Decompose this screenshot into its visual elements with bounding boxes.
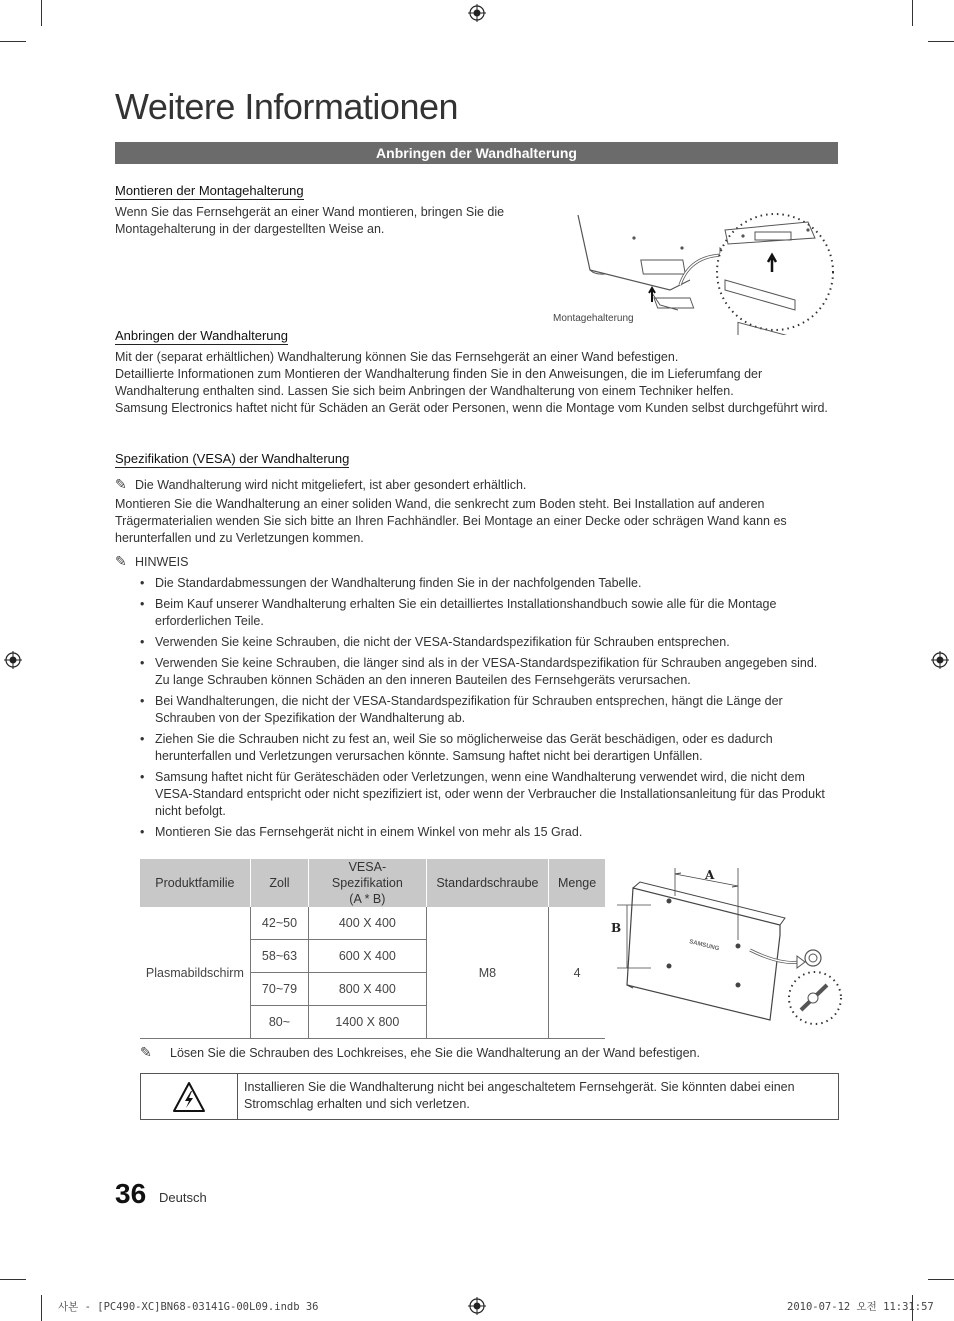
table-cell-zoll: 80~ [250,1006,308,1039]
table-cell-vesa: 1400 X 800 [309,1006,426,1039]
table-header-row [140,859,605,907]
crop-mark [0,41,26,42]
table-cell-vesa: 400 X 400 [309,907,426,940]
warning-icon-cell [141,1074,238,1119]
warning-box [140,1073,839,1120]
page-title: Weitere Informationen [115,86,459,127]
hinweis-list [140,575,825,845]
table-cell-screw: M8 [426,907,549,1039]
diagram-label-a: A [705,868,715,882]
table-cell-quantity: 4 [549,907,605,1039]
crop-mark [41,1295,42,1321]
figure-label-montagehalterung: Montagehalterung [553,313,634,324]
note-pencil-icon: ✎ [115,476,127,492]
wall-text [115,349,830,417]
list-item: • Samsung haftet nicht für Geräteschäden oder Verletzungen, wenn eine Wandhalterung verwendet wird, die nicht dem VESA-Standard entspricht oder nicht spezifiziert ist, oder wenn der Verbraucher die Installationsanleitung für das Produkt nicht befolgt. [140,769,825,820]
wall-paragraph: Mit der (separat erhältlichen) Wandhalterung können Sie das Fernsehgerät an einer Wand befestigen. [115,350,679,364]
after-table-note: ✎ Lösen Sie die Schrauben des Lochkreises, ehe Sie die Wandhalterung an der Wand befestigen. [140,1044,700,1060]
crop-mark [928,1279,954,1280]
list-item: • Montieren Sie das Fernsehgerät nicht in einem Winkel von mehr als 15 Grad. [140,824,825,841]
hinweis-label: ✎ HINWEIS [115,553,189,569]
table-row [140,907,605,940]
montage-text: Wenn Sie das Fernsehgerät an einer Wand montieren, bringen Sie die Montagehalterung in der dargestellten Weise an. [115,205,505,236]
page-number: 36 [115,1178,147,1209]
list-item: • Verwenden Sie keine Schrauben, die nicht der VESA-Standardspezifikation für Schrauben entsprechen. [140,634,825,651]
table-cell-vesa: 800 X 400 [309,973,426,1006]
list-item: • Bei Wandhalterungen, die nicht der VESA-Standardspezifikation für Schrauben entsprechen, hängt die Länge der Schrauben von der Spezifikation der Wandhalterung ab. [140,693,825,727]
table-cell-family: Plasmabildschirm [140,907,250,1039]
table-cell-zoll: 58~63 [250,940,308,973]
wall-section [115,327,288,345]
list-item: • Beim Kauf unserer Wandhalterung erhalten Sie ein detailliertes Installationshandbuch sowie alle für die Montage erforderlichen Teile. [140,596,825,630]
registration-mark-icon [468,4,486,22]
table-cell-zoll: 42~50 [250,907,308,940]
crop-mark [928,41,954,42]
crop-mark [0,1279,26,1280]
registration-mark-icon [4,651,22,669]
diagram-brand: SAMSUNG [688,939,720,953]
column-header: Standardschraube [426,859,549,907]
registration-mark-icon [468,1297,486,1315]
list-item: • Die Standardabmessungen der Wandhalterung finden Sie in der nachfolgenden Tabelle. [140,575,825,592]
warning-lightning-icon [172,1081,206,1113]
page-language: Deutsch [159,1190,207,1205]
montage-section [115,182,304,200]
montage-heading: Montieren der Montagehalterung [115,183,304,198]
table-cell-vesa: 600 X 400 [309,940,426,973]
vesa-spec-table [140,859,605,1039]
diagram-label-b: B [611,921,622,935]
registration-mark-icon [931,651,949,669]
crop-mark [41,0,42,26]
column-header: Produktfamilie [140,859,250,907]
print-timestamp: 2010-07-12 오전 11:31:57 [787,1301,934,1313]
column-header: Menge [549,859,605,907]
vesa-note-1: ✎ Die Wandhalterung wird nicht mitgeliefert, ist aber gesondert erhältlich. [115,476,527,492]
note-pencil-icon: ✎ [115,553,127,569]
wall-paragraph: Samsung Electronics haftet nicht für Schäden an Gerät oder Personen, wenn die Montage vom Kunden selbst durchgeführt wird. [115,401,828,415]
wall-paragraph: Detaillierte Informationen zum Montieren der Wandhalterung finden Sie in den Anweisungen, die im Lieferumfang der Wandhalterung enthalten sind. Lassen Sie sich beim Anbringen der Wandhalterung von einem Techniker helfen. [115,367,763,398]
wall-heading: Anbringen der Wandhalterung [115,328,288,343]
vesa-section [115,450,349,468]
note-pencil-icon: ✎ [140,1044,152,1060]
warning-text: Installieren Sie die Wandhalterung nicht bei angeschaltetem Fernsehgerät. Sie könnten dabei einen Stromschlag erhalten und sich verletzen. [244,1080,795,1111]
vesa-heading: Spezifikation (VESA) der Wandhalterung [115,451,350,466]
column-header: Zoll [250,859,308,907]
crop-mark [912,0,913,26]
vesa-dimension-diagram [605,860,845,1035]
section-title-bar: Anbringen der Wandhalterung [115,142,838,164]
column-header: VESA-Spezifikation (A * B) [309,859,426,907]
list-item: • Ziehen Sie die Schrauben nicht zu fest an, weil Sie so möglicherweise das Gerät beschädigen, oder es dadurch herunterfallen und Verletzungen verursachen könnte. Samsung haftet nicht bei derartigen Unfällen. [140,731,825,765]
table-cell-zoll: 70~79 [250,973,308,1006]
list-item: • Verwenden Sie keine Schrauben, die länger sind als in der VESA-Standardspezifikation für Schrauben angegeben sind. Zu lange Schrauben können Schäden an den inneren Bauteilen des Fernsehgeräts verursachen. [140,655,825,689]
print-file-info: 사본 - [PC490-XC]BN68-03141G-00L09.indb 36 [58,1301,319,1313]
vesa-paragraph: Montieren Sie die Wandhalterung an einer soliden Wand, die senkrecht zum Boden steht. Bei Installation auf anderen Trägermaterialien wenden Sie sich bitte an Ihren Fachhändler. Bei Montage an einer Decke oder schrägen Wand kann es herunterfallen und zu Verletzungen kommen. [115,497,787,545]
